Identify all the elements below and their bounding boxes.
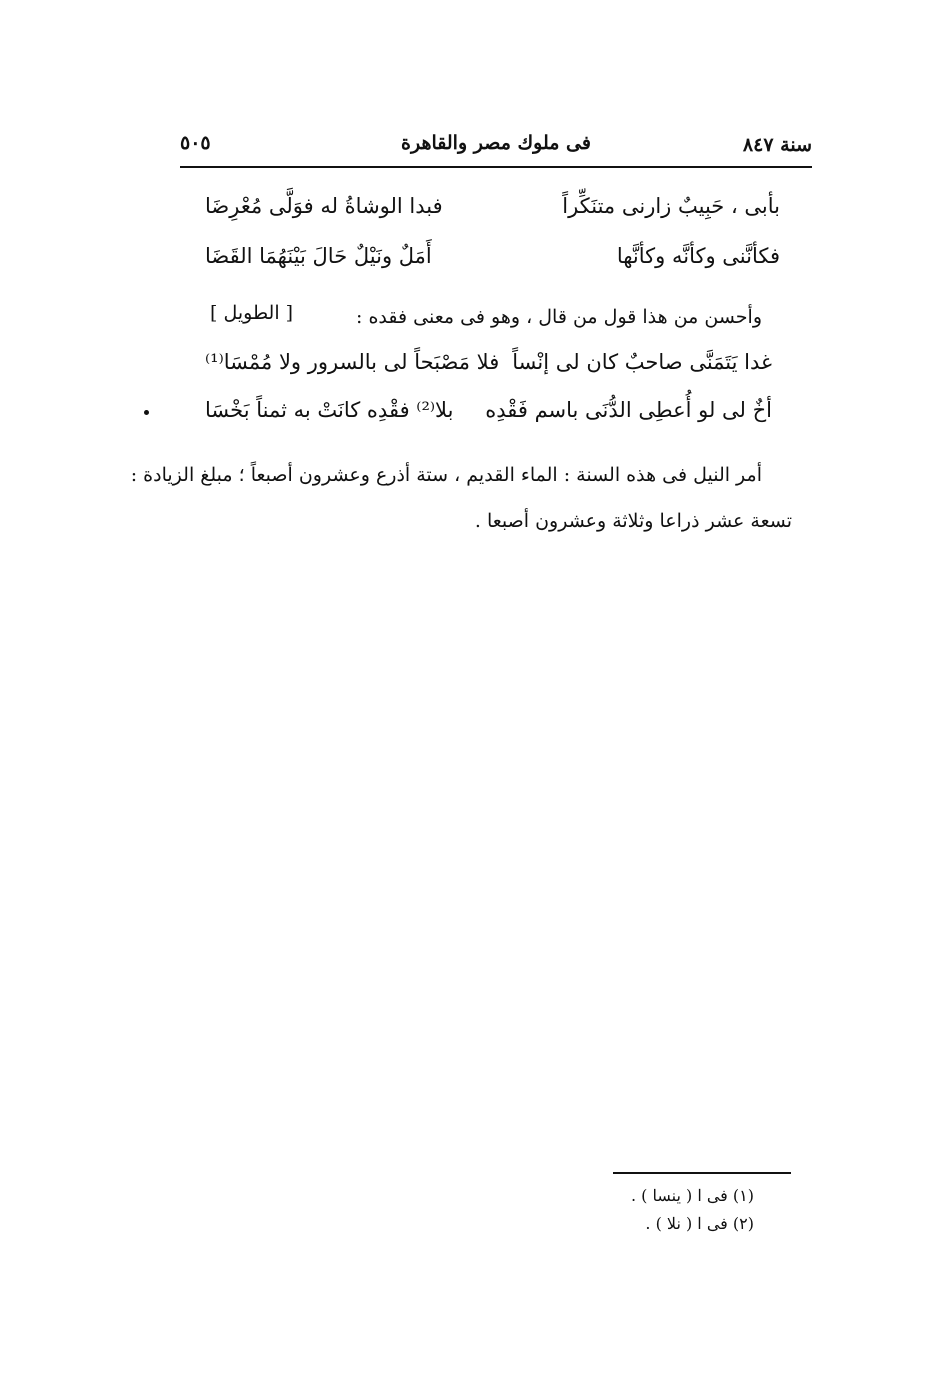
footnote-1: (١) فى ا ( ينسا ) .: [630, 1186, 754, 1205]
margin-dot: [144, 410, 149, 415]
poem2-line2-left-hemistich: بلا⁽²⁾ فقْدِه كانَتْ به ثمناً بَخْسَا: [205, 398, 454, 422]
meter-label: [ الطويل ]: [210, 302, 294, 324]
poem1-line2-left-hemistich: أَمَلٌ ونَيْلٌ حَالَ بَيْنَهُمَا القَضَا: [205, 244, 432, 268]
nile-line2: تسعة عشر ذراعا وثلاثة وعشرون أصبعا .: [474, 510, 792, 532]
header-year: سنة ٨٤٧: [742, 134, 812, 156]
poem1-line1-left-hemistich: فبدا الوشاةُ له فوَلَّى مُعْرِضَا: [205, 194, 443, 218]
poem1-line2: [205, 244, 780, 276]
poem2-line1-left-hemistich: فلا مَصْبَحاً لى بالسرور ولا مُمْسَا⁽¹⁾: [205, 350, 500, 374]
poem1-line1-right-hemistich: بأبى ، حَبِيبٌ زارنى متنَكِّراً: [562, 194, 780, 218]
footnote-2: (٢) فى ا ( نلا ) .: [645, 1214, 754, 1233]
header-title: فى ملوك مصر والقاهرة: [401, 132, 591, 154]
poem2-line1-right-hemistich: غدا يَتَمَنَّى صاحبٌ كان لى إنْساً: [512, 350, 772, 374]
poem1-line2-right-hemistich: فكأنَّنى وكأنَّه وكأنَّها: [616, 244, 780, 268]
poem2-line2: [205, 398, 772, 430]
poem1-line1: [205, 194, 780, 226]
header-rule: [180, 166, 812, 168]
footnote-rule: [613, 1172, 791, 1174]
poem2-line1: [205, 350, 772, 382]
page-number: ٥٠٥: [180, 132, 211, 154]
nile-line1: أمر النيل فى هذه السنة : الماء القديم ، ستة أذرع وعشرون أصبعاً ؛ مبلغ الزيادة :: [130, 464, 762, 486]
intro-text: وأحسن من هذا قول من قال ، وهو فى معنى فقده :: [356, 306, 762, 328]
poem2-line2-right-hemistich: أخٌ لى لو أُعطِى الدُّنَى باسم فَقْدِه: [485, 398, 772, 422]
page-header: [180, 128, 812, 164]
